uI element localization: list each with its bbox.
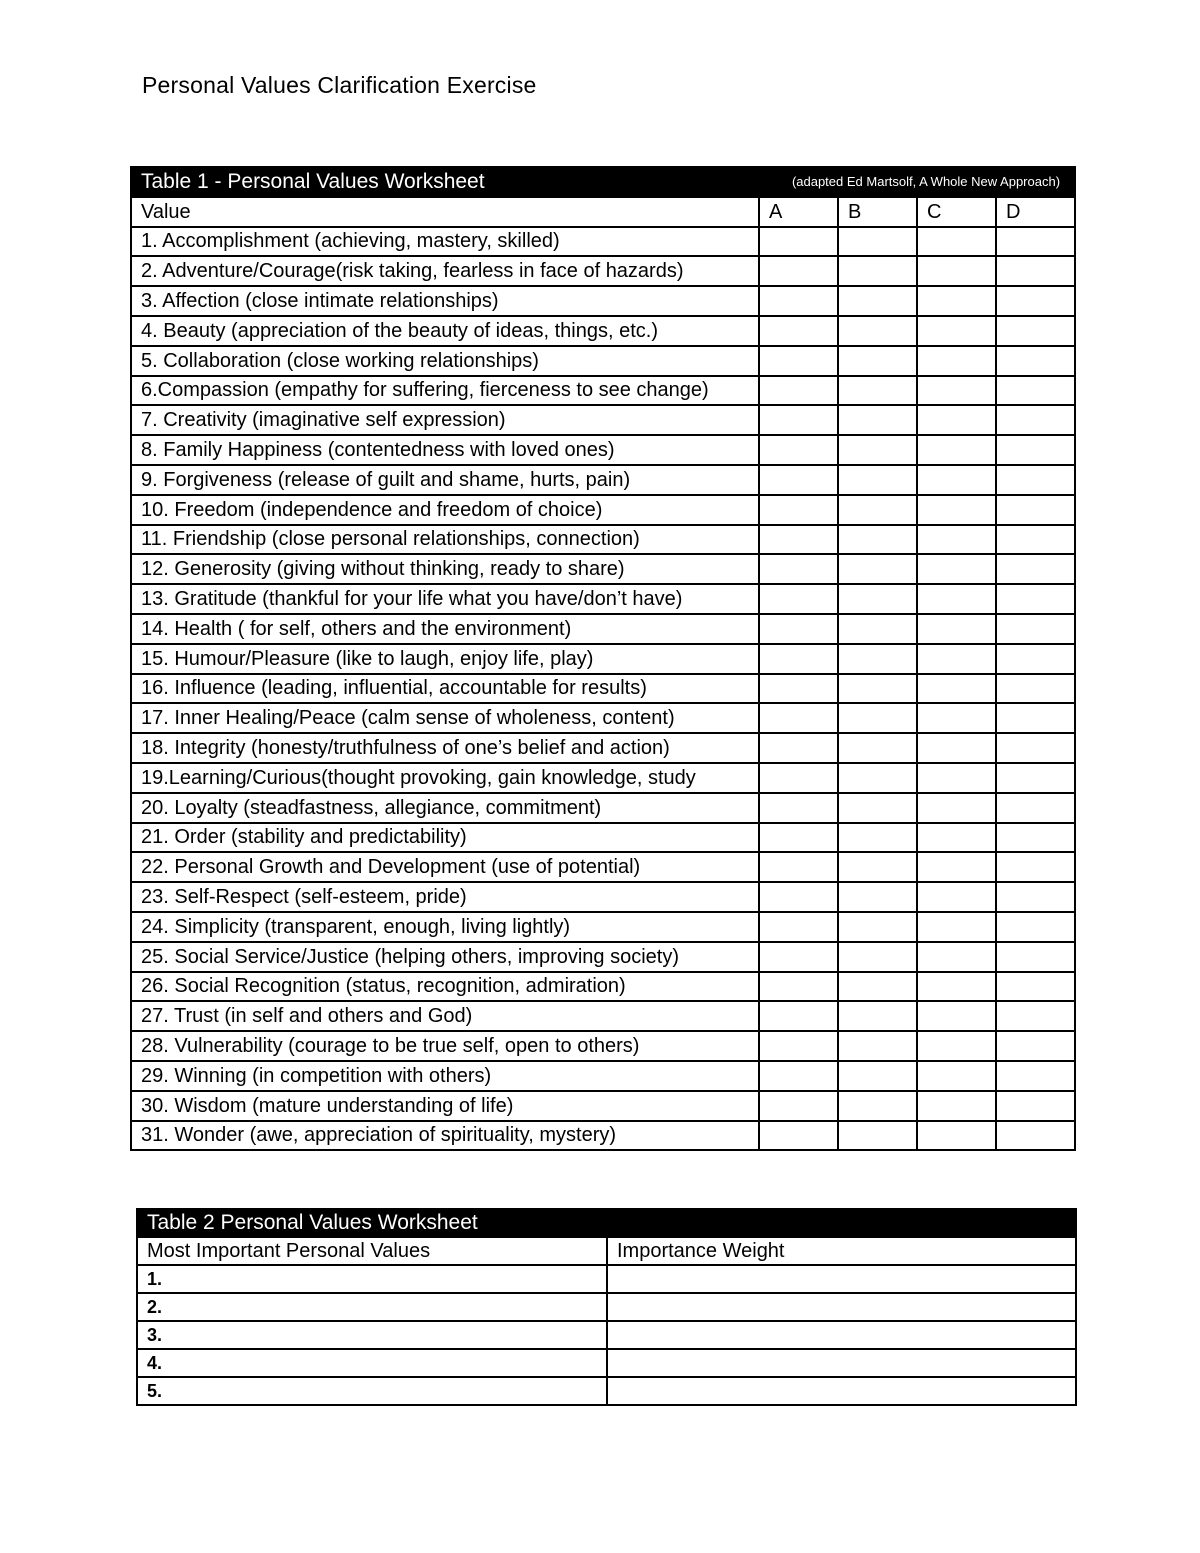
value-label: 18. Integrity (honesty/truthfulness of one’s belief and action) bbox=[131, 733, 759, 763]
table-row bbox=[131, 733, 1075, 763]
rating-cell-a[interactable] bbox=[759, 882, 838, 912]
rating-cell-a[interactable] bbox=[759, 1121, 838, 1151]
table-row bbox=[131, 852, 1075, 882]
rating-cell-a[interactable] bbox=[759, 525, 838, 555]
rating-cell-d[interactable] bbox=[996, 1091, 1075, 1121]
table-row bbox=[131, 972, 1075, 1002]
header-value: Value bbox=[131, 197, 759, 227]
value-label: 27. Trust (in self and others and God) bbox=[131, 1001, 759, 1031]
weight-entry-cell[interactable] bbox=[607, 1293, 1076, 1321]
rating-cell-c[interactable] bbox=[917, 733, 996, 763]
rating-cell-b[interactable] bbox=[838, 554, 917, 584]
rating-cell-a[interactable] bbox=[759, 763, 838, 793]
value-label: 6.Compassion (empathy for suffering, fierceness to see change) bbox=[131, 376, 759, 406]
rating-cell-a[interactable] bbox=[759, 614, 838, 644]
value-label: 9. Forgiveness (release of guilt and shame, hurts, pain) bbox=[131, 465, 759, 495]
rating-cell-d[interactable] bbox=[996, 703, 1075, 733]
rating-cell-a[interactable] bbox=[759, 733, 838, 763]
value-label: 11. Friendship (close personal relationships, connection) bbox=[131, 525, 759, 555]
table-row bbox=[131, 227, 1075, 257]
table-row bbox=[137, 1321, 1076, 1349]
rating-cell-a[interactable] bbox=[759, 852, 838, 882]
rating-cell-a[interactable] bbox=[759, 644, 838, 674]
rating-cell-b[interactable] bbox=[838, 1091, 917, 1121]
rating-cell-b[interactable] bbox=[838, 227, 917, 257]
rating-cell-c[interactable] bbox=[917, 227, 996, 257]
rating-cell-c[interactable] bbox=[917, 554, 996, 584]
weight-entry-cell[interactable] bbox=[607, 1349, 1076, 1377]
rating-cell-a[interactable] bbox=[759, 465, 838, 495]
rating-cell-d[interactable] bbox=[996, 644, 1075, 674]
table-row bbox=[131, 465, 1075, 495]
rating-cell-b[interactable] bbox=[838, 1121, 917, 1151]
rating-cell-b[interactable] bbox=[838, 823, 917, 853]
table-row bbox=[131, 316, 1075, 346]
value-label: 12. Generosity (giving without thinking, ready to share) bbox=[131, 554, 759, 584]
table-row bbox=[131, 1001, 1075, 1031]
value-label: 10. Freedom (independence and freedom of choice) bbox=[131, 495, 759, 525]
rating-cell-d[interactable] bbox=[996, 256, 1075, 286]
value-label: 19.Learning/Curious(thought provoking, gain knowledge, study bbox=[131, 763, 759, 793]
value-entry-cell[interactable]: 3. bbox=[137, 1321, 607, 1349]
value-entry-cell[interactable]: 5. bbox=[137, 1377, 607, 1405]
value-label: 30. Wisdom (mature understanding of life) bbox=[131, 1091, 759, 1121]
rating-cell-d[interactable] bbox=[996, 316, 1075, 346]
rating-cell-c[interactable] bbox=[917, 942, 996, 972]
rating-cell-c[interactable] bbox=[917, 1031, 996, 1061]
table-row bbox=[131, 674, 1075, 704]
table-header-row bbox=[131, 197, 1075, 227]
value-label: 23. Self-Respect (self-esteem, pride) bbox=[131, 882, 759, 912]
table-title: Table 1 - Personal Values Worksheet bbox=[131, 167, 759, 197]
rating-cell-b[interactable] bbox=[838, 644, 917, 674]
table-title-band bbox=[137, 1209, 1076, 1237]
rating-cell-a[interactable] bbox=[759, 1031, 838, 1061]
rating-cell-a[interactable] bbox=[759, 435, 838, 465]
rating-cell-a[interactable] bbox=[759, 942, 838, 972]
rating-cell-b[interactable] bbox=[838, 882, 917, 912]
header-most-important-values: Most Important Personal Values bbox=[137, 1237, 607, 1265]
table-row bbox=[137, 1377, 1076, 1405]
table-row bbox=[131, 1061, 1075, 1091]
table-title: Table 2 Personal Values Worksheet bbox=[137, 1209, 1076, 1237]
table-row bbox=[131, 1091, 1075, 1121]
header-importance-weight: Importance Weight bbox=[607, 1237, 1076, 1265]
important-values-table bbox=[136, 1208, 1077, 1406]
table-row bbox=[137, 1349, 1076, 1377]
rating-cell-c[interactable] bbox=[917, 703, 996, 733]
rating-cell-a[interactable] bbox=[759, 972, 838, 1002]
header-b: B bbox=[838, 197, 917, 227]
rating-cell-d[interactable] bbox=[996, 554, 1075, 584]
header-c: C bbox=[917, 197, 996, 227]
table-row bbox=[131, 495, 1075, 525]
rating-cell-a[interactable] bbox=[759, 227, 838, 257]
value-entry-cell[interactable]: 2. bbox=[137, 1293, 607, 1321]
value-label: 21. Order (stability and predictability) bbox=[131, 823, 759, 853]
rating-cell-d[interactable] bbox=[996, 733, 1075, 763]
rating-cell-d[interactable] bbox=[996, 435, 1075, 465]
rating-cell-b[interactable] bbox=[838, 525, 917, 555]
rating-cell-c[interactable] bbox=[917, 912, 996, 942]
rating-cell-b[interactable] bbox=[838, 1001, 917, 1031]
rating-cell-c[interactable] bbox=[917, 793, 996, 823]
table-row bbox=[131, 1121, 1075, 1151]
rating-cell-c[interactable] bbox=[917, 316, 996, 346]
rating-cell-d[interactable] bbox=[996, 852, 1075, 882]
rating-cell-d[interactable] bbox=[996, 1061, 1075, 1091]
rating-cell-b[interactable] bbox=[838, 376, 917, 406]
table-row bbox=[131, 256, 1075, 286]
rating-cell-a[interactable] bbox=[759, 316, 838, 346]
rating-cell-b[interactable] bbox=[838, 495, 917, 525]
rating-cell-b[interactable] bbox=[838, 942, 917, 972]
values-worksheet-table bbox=[130, 166, 1076, 1151]
rating-cell-c[interactable] bbox=[917, 405, 996, 435]
rating-cell-d[interactable] bbox=[996, 763, 1075, 793]
rating-cell-c[interactable] bbox=[917, 584, 996, 614]
value-label: 2. Adventure/Courage(risk taking, fearless in face of hazards) bbox=[131, 256, 759, 286]
rating-cell-a[interactable] bbox=[759, 674, 838, 704]
rating-cell-b[interactable] bbox=[838, 733, 917, 763]
rating-cell-a[interactable] bbox=[759, 793, 838, 823]
rating-cell-b[interactable] bbox=[838, 1031, 917, 1061]
table-row bbox=[131, 286, 1075, 316]
rating-cell-d[interactable] bbox=[996, 912, 1075, 942]
weight-entry-cell[interactable] bbox=[607, 1265, 1076, 1293]
document-title: Personal Values Clarification Exercise bbox=[142, 72, 537, 98]
table-attribution-note: (adapted Ed Martsolf, A Whole New Approach) bbox=[759, 167, 1075, 197]
value-label: 15. Humour/Pleasure (like to laugh, enjoy life, play) bbox=[131, 644, 759, 674]
table-row bbox=[131, 376, 1075, 406]
header-a: A bbox=[759, 197, 838, 227]
rating-cell-d[interactable] bbox=[996, 495, 1075, 525]
value-label: 16. Influence (leading, influential, accountable for results) bbox=[131, 674, 759, 704]
weight-entry-cell[interactable] bbox=[607, 1321, 1076, 1349]
table-row bbox=[131, 942, 1075, 972]
table-row bbox=[131, 644, 1075, 674]
value-label: 14. Health ( for self, others and the environment) bbox=[131, 614, 759, 644]
rating-cell-c[interactable] bbox=[917, 763, 996, 793]
rating-cell-a[interactable] bbox=[759, 703, 838, 733]
table-row bbox=[131, 435, 1075, 465]
rating-cell-d[interactable] bbox=[996, 584, 1075, 614]
rating-cell-a[interactable] bbox=[759, 405, 838, 435]
rating-cell-b[interactable] bbox=[838, 912, 917, 942]
rating-cell-c[interactable] bbox=[917, 1091, 996, 1121]
rating-cell-d[interactable] bbox=[996, 1031, 1075, 1061]
rating-cell-c[interactable] bbox=[917, 346, 996, 376]
rating-cell-b[interactable] bbox=[838, 256, 917, 286]
rating-cell-c[interactable] bbox=[917, 286, 996, 316]
rating-cell-a[interactable] bbox=[759, 286, 838, 316]
table-row bbox=[131, 823, 1075, 853]
rating-cell-c[interactable] bbox=[917, 495, 996, 525]
rating-cell-b[interactable] bbox=[838, 852, 917, 882]
rating-cell-a[interactable] bbox=[759, 346, 838, 376]
rating-cell-b[interactable] bbox=[838, 972, 917, 1002]
rating-cell-a[interactable] bbox=[759, 256, 838, 286]
rating-cell-d[interactable] bbox=[996, 823, 1075, 853]
rating-cell-c[interactable] bbox=[917, 1061, 996, 1091]
rating-cell-b[interactable] bbox=[838, 703, 917, 733]
table-row bbox=[131, 554, 1075, 584]
rating-cell-d[interactable] bbox=[996, 1001, 1075, 1031]
value-label: 25. Social Service/Justice (helping others, improving society) bbox=[131, 942, 759, 972]
rating-cell-a[interactable] bbox=[759, 823, 838, 853]
rating-cell-a[interactable] bbox=[759, 554, 838, 584]
rating-cell-d[interactable] bbox=[996, 793, 1075, 823]
rating-cell-b[interactable] bbox=[838, 316, 917, 346]
rating-cell-c[interactable] bbox=[917, 1001, 996, 1031]
table-row bbox=[137, 1265, 1076, 1293]
table-row bbox=[131, 584, 1075, 614]
rating-cell-c[interactable] bbox=[917, 614, 996, 644]
value-label: 3. Affection (close intimate relationships) bbox=[131, 286, 759, 316]
rating-cell-c[interactable] bbox=[917, 882, 996, 912]
rating-cell-b[interactable] bbox=[838, 435, 917, 465]
rating-cell-c[interactable] bbox=[917, 644, 996, 674]
rating-cell-b[interactable] bbox=[838, 286, 917, 316]
value-label: 26. Social Recognition (status, recognition, admiration) bbox=[131, 972, 759, 1002]
rating-cell-d[interactable] bbox=[996, 614, 1075, 644]
value-label: 5. Collaboration (close working relationships) bbox=[131, 346, 759, 376]
table-title-band bbox=[131, 167, 1075, 197]
table-row bbox=[131, 525, 1075, 555]
rating-cell-b[interactable] bbox=[838, 674, 917, 704]
rating-cell-d[interactable] bbox=[996, 376, 1075, 406]
value-label: 17. Inner Healing/Peace (calm sense of wholeness, content) bbox=[131, 703, 759, 733]
rating-cell-a[interactable] bbox=[759, 1061, 838, 1091]
rating-cell-c[interactable] bbox=[917, 525, 996, 555]
rating-cell-c[interactable] bbox=[917, 376, 996, 406]
rating-cell-d[interactable] bbox=[996, 525, 1075, 555]
value-entry-cell[interactable]: 1. bbox=[137, 1265, 607, 1293]
rating-cell-d[interactable] bbox=[996, 882, 1075, 912]
value-label: 13. Gratitude (thankful for your life what you have/don’t have) bbox=[131, 584, 759, 614]
rating-cell-c[interactable] bbox=[917, 972, 996, 1002]
rating-cell-b[interactable] bbox=[838, 405, 917, 435]
rating-cell-c[interactable] bbox=[917, 465, 996, 495]
rating-cell-b[interactable] bbox=[838, 763, 917, 793]
rating-cell-a[interactable] bbox=[759, 1001, 838, 1031]
rating-cell-d[interactable] bbox=[996, 674, 1075, 704]
rating-cell-b[interactable] bbox=[838, 465, 917, 495]
rating-cell-d[interactable] bbox=[996, 286, 1075, 316]
rating-cell-c[interactable] bbox=[917, 823, 996, 853]
rating-cell-c[interactable] bbox=[917, 435, 996, 465]
table-row bbox=[131, 405, 1075, 435]
table-row bbox=[131, 882, 1075, 912]
rating-cell-a[interactable] bbox=[759, 376, 838, 406]
rating-cell-b[interactable] bbox=[838, 584, 917, 614]
weight-entry-cell[interactable] bbox=[607, 1377, 1076, 1405]
table-row bbox=[131, 1031, 1075, 1061]
rating-cell-c[interactable] bbox=[917, 256, 996, 286]
value-label: 4. Beauty (appreciation of the beauty of ideas, things, etc.) bbox=[131, 316, 759, 346]
table-row bbox=[137, 1293, 1076, 1321]
value-label: 28. Vulnerability (courage to be true self, open to others) bbox=[131, 1031, 759, 1061]
table-row bbox=[131, 793, 1075, 823]
rating-cell-d[interactable] bbox=[996, 465, 1075, 495]
value-label: 31. Wonder (awe, appreciation of spirituality, mystery) bbox=[131, 1121, 759, 1151]
rating-cell-b[interactable] bbox=[838, 793, 917, 823]
rating-cell-a[interactable] bbox=[759, 912, 838, 942]
rating-cell-d[interactable] bbox=[996, 1121, 1075, 1151]
value-entry-cell[interactable]: 4. bbox=[137, 1349, 607, 1377]
rating-cell-a[interactable] bbox=[759, 584, 838, 614]
value-label: 29. Winning (in competition with others) bbox=[131, 1061, 759, 1091]
rating-cell-d[interactable] bbox=[996, 346, 1075, 376]
rating-cell-c[interactable] bbox=[917, 674, 996, 704]
value-label: 20. Loyalty (steadfastness, allegiance, commitment) bbox=[131, 793, 759, 823]
rating-cell-d[interactable] bbox=[996, 972, 1075, 1002]
table-row bbox=[131, 912, 1075, 942]
table-header-row bbox=[137, 1237, 1076, 1265]
value-label: 24. Simplicity (transparent, enough, living lightly) bbox=[131, 912, 759, 942]
rating-cell-c[interactable] bbox=[917, 852, 996, 882]
rating-cell-c[interactable] bbox=[917, 1121, 996, 1151]
rating-cell-b[interactable] bbox=[838, 346, 917, 376]
rating-cell-a[interactable] bbox=[759, 495, 838, 525]
rating-cell-d[interactable] bbox=[996, 942, 1075, 972]
rating-cell-b[interactable] bbox=[838, 1061, 917, 1091]
rating-cell-d[interactable] bbox=[996, 227, 1075, 257]
table-row bbox=[131, 614, 1075, 644]
value-label: 7. Creativity (imaginative self expression) bbox=[131, 405, 759, 435]
value-label: 1. Accomplishment (achieving, mastery, skilled) bbox=[131, 227, 759, 257]
rating-cell-a[interactable] bbox=[759, 1091, 838, 1121]
table-row bbox=[131, 346, 1075, 376]
value-label: 22. Personal Growth and Development (use of potential) bbox=[131, 852, 759, 882]
table-row bbox=[131, 703, 1075, 733]
rating-cell-b[interactable] bbox=[838, 614, 917, 644]
table-row bbox=[131, 763, 1075, 793]
rating-cell-d[interactable] bbox=[996, 405, 1075, 435]
header-d: D bbox=[996, 197, 1075, 227]
value-label: 8. Family Happiness (contentedness with loved ones) bbox=[131, 435, 759, 465]
